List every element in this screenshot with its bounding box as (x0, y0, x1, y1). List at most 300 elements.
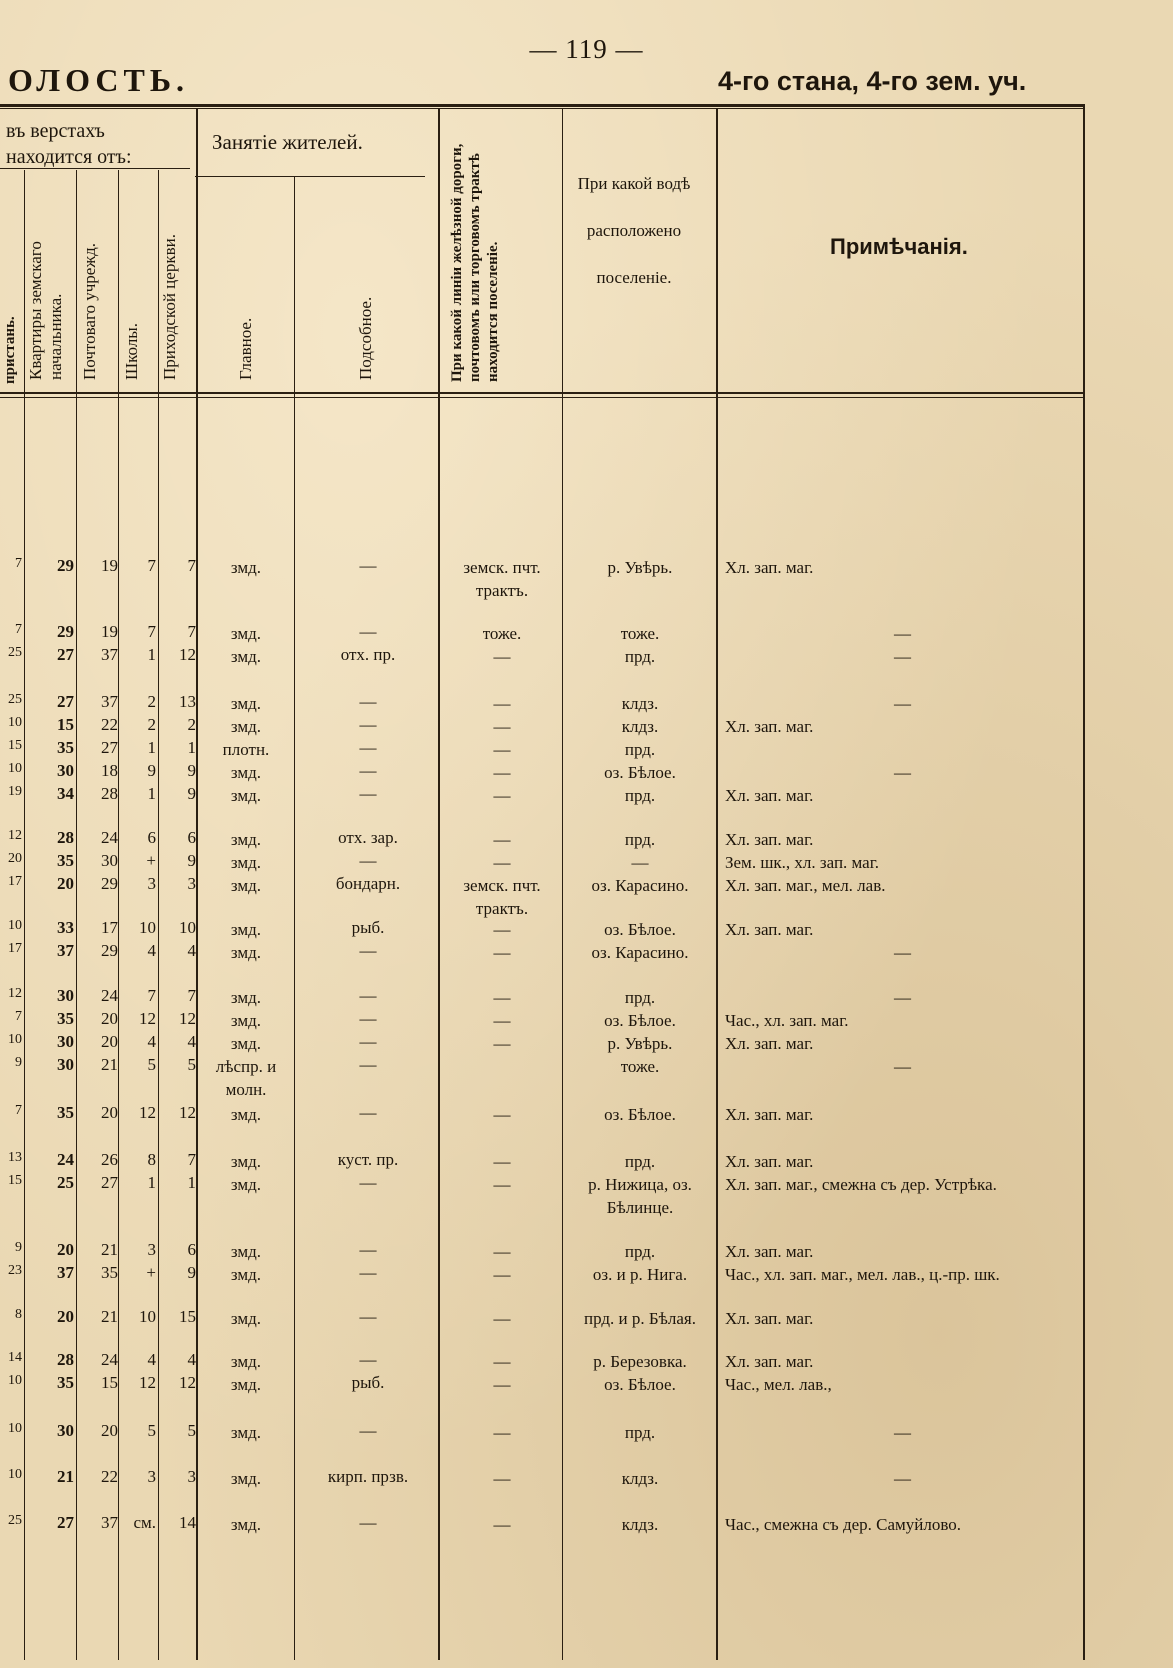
cell-c8: р. Березовка. (593, 1352, 687, 1371)
water-header: При какой водѣ расположено поселеніе. (577, 174, 691, 287)
cell-c0: 25 (8, 692, 22, 707)
cell-c8: прд. (624, 988, 656, 1007)
cell-c2: 29 (101, 941, 118, 960)
cell-c5: лѣспр. и молн. (215, 1057, 277, 1099)
cell-c3: 2 (147, 692, 156, 711)
cell-c3: 8 (147, 1150, 156, 1169)
cell-c1: 30 (57, 1032, 74, 1051)
cell-c3: 1 (147, 645, 156, 664)
table-row (0, 1032, 1085, 1054)
cell-c8: оз. Карасино. (591, 876, 689, 895)
cell-c0: 7 (15, 622, 22, 637)
top-rule (0, 104, 1085, 107)
cell-c7: — (493, 763, 511, 782)
cell-c2: 37 (101, 692, 118, 711)
cell-c1: 30 (57, 761, 74, 780)
cell-c7: — (493, 1423, 511, 1442)
table-row (0, 784, 1085, 806)
cell-c0: 10 (8, 1467, 22, 1482)
cell-c4: 1 (187, 738, 196, 757)
cell-c4: 9 (187, 784, 196, 803)
table-row (0, 1173, 1085, 1217)
cell-c9: Хл. зап. маг. (725, 920, 814, 939)
cell-c3: 6 (147, 828, 156, 847)
cell-c8: р. Увѣрь. (607, 1034, 673, 1053)
cell-c3: 12 (139, 1103, 156, 1122)
cell-c7: — (493, 853, 511, 872)
cell-c5: змд. (230, 558, 262, 577)
cell-c0: 19 (8, 784, 22, 799)
cell-c5: змд. (230, 647, 262, 666)
cell-c5: змд. (230, 1515, 262, 1534)
cell-c2: 20 (101, 1032, 118, 1051)
cell-c9: Хл. зап. маг. (725, 1034, 814, 1053)
pristan-header: пристань. (2, 316, 18, 384)
cell-c8: прд. и р. Бѣлая. (584, 1309, 696, 1328)
cell-c2: 35 (101, 1263, 118, 1282)
cell-c1: 20 (57, 874, 74, 893)
table-row (0, 1240, 1085, 1262)
cell-c9: Час., смежна съ дер. Самуйлово. (725, 1515, 962, 1534)
cell-c5: змд. (230, 1469, 262, 1488)
cell-c2: 21 (101, 1307, 118, 1326)
cell-c9: Хл. зап. маг. (725, 830, 814, 849)
cell-c6: — (359, 1240, 377, 1259)
cell-c2: 37 (101, 645, 118, 664)
cell-c9: Хл. зап. маг., смежна съ дер. Устрѣка. (725, 1175, 997, 1194)
cell-c8: оз. и р. Нига. (592, 1265, 688, 1284)
cell-c0: 12 (8, 828, 22, 843)
cell-c0: 9 (15, 1240, 22, 1255)
cell-c7: — (493, 830, 511, 849)
cell-c8: оз. Бѣлое. (604, 1105, 676, 1124)
cell-c0: 10 (8, 1421, 22, 1436)
road-header: При какой линіи желѣзной дороги, почтовомъ или торговомъ трактѣ находится поселеніе. (449, 143, 501, 382)
cell-c0: 10 (8, 1373, 22, 1388)
cell-c6: — (359, 1103, 377, 1122)
cell-c3: 1 (147, 738, 156, 757)
cell-c0: 12 (8, 986, 22, 1001)
cell-c1: 30 (57, 1421, 74, 1440)
cell-c5: змд. (230, 624, 262, 643)
cell-c2: 24 (101, 1350, 118, 1369)
cell-c5: змд. (230, 1352, 262, 1371)
cell-c7: — (493, 1034, 511, 1053)
cell-c6: — (359, 941, 377, 960)
zemsky-header: Квартиры земскаго начальника. (26, 241, 65, 380)
cell-c6: — (359, 761, 377, 780)
church-header: Приходской церкви. (160, 234, 179, 380)
cell-c5: змд. (230, 1423, 262, 1442)
cell-c6: — (359, 1307, 377, 1326)
cell-c0: 15 (8, 1173, 22, 1188)
cell-c1: 35 (57, 1373, 74, 1392)
distance-group-header: въ верстахъ находится отъ: (6, 120, 132, 168)
cell-c8: прд. (624, 830, 656, 849)
header-left: ОЛОСТЬ. (8, 62, 190, 98)
cell-c7: — (493, 1152, 511, 1171)
cell-c3: 7 (147, 556, 156, 575)
cell-c2: 30 (101, 851, 118, 870)
cell-c1: 27 (57, 1513, 74, 1532)
cell-c9: — (894, 1423, 911, 1442)
cell-c0: 10 (8, 715, 22, 730)
cell-c9: — (894, 624, 911, 643)
cell-c7: — (493, 1265, 511, 1284)
cell-c0: 15 (8, 738, 22, 753)
header-bottom-rule-thin (0, 397, 1085, 398)
cell-c2: 29 (101, 874, 118, 893)
header-bottom-rule (0, 392, 1085, 394)
cell-c7: — (493, 786, 511, 805)
cell-c1: 29 (57, 622, 74, 641)
cell-c7: — (493, 647, 511, 666)
cell-c2: 37 (101, 1513, 118, 1532)
cell-c4: 12 (179, 645, 196, 664)
cell-c5: змд. (230, 1242, 262, 1261)
cell-c0: 10 (8, 1032, 22, 1047)
cell-c2: 20 (101, 1009, 118, 1028)
cell-c8: тоже. (620, 624, 660, 643)
cell-c5: змд. (230, 1375, 262, 1394)
cell-c7: — (493, 1352, 511, 1371)
table-row (0, 851, 1085, 873)
cell-c8: оз. Бѣлое. (604, 1011, 676, 1030)
cell-c6: рыб. (351, 918, 385, 937)
cell-c1: 20 (57, 1307, 74, 1326)
cell-c8: клдз. (621, 717, 659, 736)
cell-c5: змд. (230, 853, 262, 872)
cell-c4: 4 (187, 1350, 196, 1369)
cell-c6: — (359, 1350, 377, 1369)
cell-c3: 12 (139, 1373, 156, 1392)
cell-c7: — (493, 1011, 511, 1030)
cell-c9: — (894, 943, 911, 962)
cell-c4: 6 (187, 1240, 196, 1259)
cell-c1: 21 (57, 1467, 74, 1486)
cell-c2: 19 (101, 622, 118, 641)
cell-c8: р. Нижица, оз. Бѣлинце. (588, 1175, 692, 1217)
cell-c3: 5 (147, 1055, 156, 1074)
main-occupation-header: Главное. (236, 317, 255, 380)
cell-c2: 18 (101, 761, 118, 780)
cell-c3: 4 (147, 1032, 156, 1051)
cell-c7: земск. пчт. трактъ. (463, 876, 541, 918)
cell-c8: оз. Бѣлое. (604, 763, 676, 782)
table-row (0, 1513, 1085, 1535)
cell-c0: 20 (8, 851, 22, 866)
cell-c5: змд. (230, 694, 262, 713)
table-row (0, 1009, 1085, 1031)
cell-c4: 7 (187, 556, 196, 575)
cell-c4: 7 (187, 986, 196, 1005)
distance-group-rule (0, 168, 190, 169)
cell-c1: 37 (57, 1263, 74, 1282)
cell-c9: Хл. зап. маг. (725, 1105, 814, 1124)
cell-c2: 26 (101, 1150, 118, 1169)
cell-c4: 12 (179, 1373, 196, 1392)
cell-c2: 17 (101, 918, 118, 937)
cell-c7: — (493, 740, 511, 759)
cell-c8: клдз. (621, 1469, 659, 1488)
cell-c6: бондарн. (335, 874, 401, 893)
cell-c9: Хл. зап. маг. (725, 1309, 814, 1328)
cell-c4: 9 (187, 761, 196, 780)
cell-c7: — (493, 717, 511, 736)
cell-c3: 3 (147, 1467, 156, 1486)
cell-c0: 9 (15, 1055, 22, 1070)
cell-c9: — (894, 1057, 911, 1076)
cell-c6: рыб. (351, 1373, 385, 1392)
top-rule-thin (0, 108, 1085, 109)
cell-c4: 2 (187, 715, 196, 734)
cell-c8: оз. Бѣлое. (604, 920, 676, 939)
cell-c6: — (359, 622, 377, 641)
cell-c8: тоже. (620, 1057, 660, 1076)
cell-c3: 7 (147, 986, 156, 1005)
cell-c3: + (146, 1263, 156, 1282)
cell-c0: 10 (8, 761, 22, 776)
cell-c1: 28 (57, 828, 74, 847)
cell-c3: 10 (139, 918, 156, 937)
cell-c8: прд. (624, 647, 656, 666)
cell-c4: 4 (187, 941, 196, 960)
table-row (0, 1263, 1085, 1285)
cell-c7: тоже. (482, 624, 522, 643)
cell-c1: 27 (57, 692, 74, 711)
cell-c6: — (359, 1055, 377, 1074)
cell-c7: — (493, 694, 511, 713)
cell-c2: 22 (101, 715, 118, 734)
cell-c6: — (359, 738, 377, 757)
cell-c4: 9 (187, 1263, 196, 1282)
cell-c1: 33 (57, 918, 74, 937)
table-row (0, 1150, 1085, 1172)
cell-c4: 12 (179, 1103, 196, 1122)
cell-c9: — (894, 1469, 911, 1488)
cell-c3: + (146, 851, 156, 870)
cell-c6: — (359, 986, 377, 1005)
cell-c6: — (359, 851, 377, 870)
school-header: Школы. (122, 323, 141, 380)
cell-c9: — (894, 694, 911, 713)
cell-c5: змд. (230, 920, 262, 939)
cell-c0: 17 (8, 874, 22, 889)
cell-c9: Час., мел. лав., (725, 1375, 832, 1394)
cell-c6: — (359, 715, 377, 734)
cell-c9: — (894, 647, 911, 666)
cell-c9: Хл. зап. маг. (725, 558, 814, 577)
cell-c2: 15 (101, 1373, 118, 1392)
cell-c2: 28 (101, 784, 118, 803)
cell-c8: клдз. (621, 1515, 659, 1534)
cell-c1: 29 (57, 556, 74, 575)
cell-c8: оз. Бѣлое. (604, 1375, 676, 1394)
cell-c8: прд. (624, 1242, 656, 1261)
cell-c0: 7 (15, 556, 22, 571)
cell-c1: 27 (57, 645, 74, 664)
cell-c1: 30 (57, 1055, 74, 1074)
cell-c6: — (359, 1173, 377, 1192)
cell-c2: 24 (101, 986, 118, 1005)
cell-c3: 1 (147, 784, 156, 803)
cell-c6: — (359, 784, 377, 803)
table-row (0, 828, 1085, 850)
cell-c1: 35 (57, 1103, 74, 1122)
cell-c9: — (894, 763, 911, 782)
cell-c5: змд. (230, 1309, 262, 1328)
cell-c0: 23 (8, 1263, 22, 1278)
cell-c6: — (359, 1032, 377, 1051)
cell-c8: прд. (624, 786, 656, 805)
cell-c0: 17 (8, 941, 22, 956)
cell-c0: 8 (15, 1307, 22, 1322)
cell-c1: 25 (57, 1173, 74, 1192)
cell-c5: змд. (230, 717, 262, 736)
cell-c9: Хл. зап. маг. (725, 717, 814, 736)
table-row (0, 986, 1085, 1008)
cell-c6: отх. зар. (338, 828, 398, 847)
cell-c5: змд. (230, 830, 262, 849)
cell-c1: 20 (57, 1240, 74, 1259)
cell-c8: прд. (624, 1152, 656, 1171)
table-row (0, 1307, 1085, 1329)
cell-c4: 3 (187, 1467, 196, 1486)
table-row (0, 1350, 1085, 1372)
cell-c7: — (493, 1375, 511, 1394)
cell-c5: змд. (230, 1265, 262, 1284)
table-row (0, 622, 1085, 644)
cell-c3: 3 (147, 874, 156, 893)
cell-c7: — (493, 1105, 511, 1124)
header-right: 4-го стана, 4-го зем. уч. (718, 66, 1027, 96)
table-row (0, 1103, 1085, 1125)
postal-header: Почтоваго учрежд. (80, 243, 99, 380)
table-row (0, 1055, 1085, 1099)
cell-c4: 14 (179, 1513, 196, 1532)
cell-c3: 4 (147, 1350, 156, 1369)
cell-c9: — (894, 988, 911, 1007)
cell-c7: — (493, 943, 511, 962)
cell-c6: кирп. прзв. (327, 1467, 409, 1486)
cell-c2: 22 (101, 1467, 118, 1486)
cell-c9: Час., хл. зап. маг. (725, 1011, 849, 1030)
cell-c8: — (631, 853, 649, 872)
cell-c8: р. Увѣрь. (607, 558, 673, 577)
table-row (0, 874, 1085, 918)
cell-c4: 12 (179, 1009, 196, 1028)
cell-c7: — (493, 1175, 511, 1194)
cell-c3: 7 (147, 622, 156, 641)
cell-c3: 9 (147, 761, 156, 780)
table-row (0, 1467, 1085, 1489)
cell-c8: оз. Карасино. (591, 943, 689, 962)
cell-c9: Хл. зап. маг. (725, 1352, 814, 1371)
cell-c1: 35 (57, 738, 74, 757)
cell-c4: 6 (187, 828, 196, 847)
cell-c0: 14 (8, 1350, 22, 1365)
cell-c3: 12 (139, 1009, 156, 1028)
cell-c9: Час., хл. зап. маг., мел. лав., ц.-пр. шк. (725, 1265, 1000, 1284)
cell-c4: 3 (187, 874, 196, 893)
cell-c5: змд. (230, 1152, 262, 1171)
cell-c5: змд. (230, 763, 262, 782)
cell-c1: 15 (57, 715, 74, 734)
table-row (0, 556, 1085, 600)
occupation-group-rule (195, 176, 425, 177)
table-row (0, 761, 1085, 783)
cell-c5: змд. (230, 1011, 262, 1030)
cell-c3: см. (133, 1513, 156, 1532)
cell-c3: 10 (139, 1307, 156, 1326)
cell-c4: 5 (187, 1421, 196, 1440)
cell-c5: змд. (230, 876, 262, 895)
cell-c1: 37 (57, 941, 74, 960)
cell-c2: 21 (101, 1240, 118, 1259)
cell-c9: Зем. шк., хл. зап. маг. (725, 853, 880, 872)
cell-c5: змд. (230, 1175, 262, 1194)
cell-c2: 20 (101, 1421, 118, 1440)
cell-c2: 27 (101, 1173, 118, 1192)
cell-c9: Хл. зап. маг. (725, 786, 814, 805)
table-row (0, 738, 1085, 760)
table-row (0, 1421, 1085, 1443)
cell-c1: 34 (57, 784, 74, 803)
table-row (0, 918, 1085, 940)
cell-c8: клдз. (621, 694, 659, 713)
cell-c1: 35 (57, 851, 74, 870)
cell-c4: 13 (179, 692, 196, 711)
cell-c7: — (493, 1309, 511, 1328)
cell-c6: отх. пр. (340, 645, 396, 664)
cell-c3: 4 (147, 941, 156, 960)
cell-c3: 5 (147, 1421, 156, 1440)
page-number: — 119 — (529, 34, 644, 64)
cell-c5: змд. (230, 943, 262, 962)
cell-c7: — (493, 1469, 511, 1488)
cell-c4: 5 (187, 1055, 196, 1074)
cell-c5: змд. (230, 1105, 262, 1124)
table-row (0, 941, 1085, 963)
cell-c0: 7 (15, 1103, 22, 1118)
cell-c2: 24 (101, 828, 118, 847)
table-row (0, 1373, 1085, 1395)
cell-c4: 7 (187, 622, 196, 641)
cell-c1: 24 (57, 1150, 74, 1169)
cell-c5: змд. (230, 786, 262, 805)
cell-c7: — (493, 1242, 511, 1261)
cell-c3: 3 (147, 1240, 156, 1259)
subsidiary-occupation-header: Подсобное. (356, 296, 375, 380)
cell-c7: земск. пчт. трактъ. (463, 558, 541, 600)
cell-c2: 27 (101, 738, 118, 757)
cell-c2: 20 (101, 1103, 118, 1122)
cell-c9: Хл. зап. маг. (725, 1242, 814, 1261)
table-row (0, 645, 1085, 667)
cell-c0: 25 (8, 645, 22, 660)
cell-c6: — (359, 1009, 377, 1028)
cell-c9: Хл. зап. маг., мел. лав. (725, 876, 886, 895)
cell-c0: 10 (8, 918, 22, 933)
cell-c4: 1 (187, 1173, 196, 1192)
cell-c4: 10 (179, 918, 196, 937)
cell-c5: плотн. (222, 740, 270, 759)
cell-c4: 15 (179, 1307, 196, 1326)
cell-c9: Хл. зап. маг. (725, 1152, 814, 1171)
table-row (0, 715, 1085, 737)
cell-c6: куст. пр. (337, 1150, 399, 1169)
cell-c5: змд. (230, 988, 262, 1007)
